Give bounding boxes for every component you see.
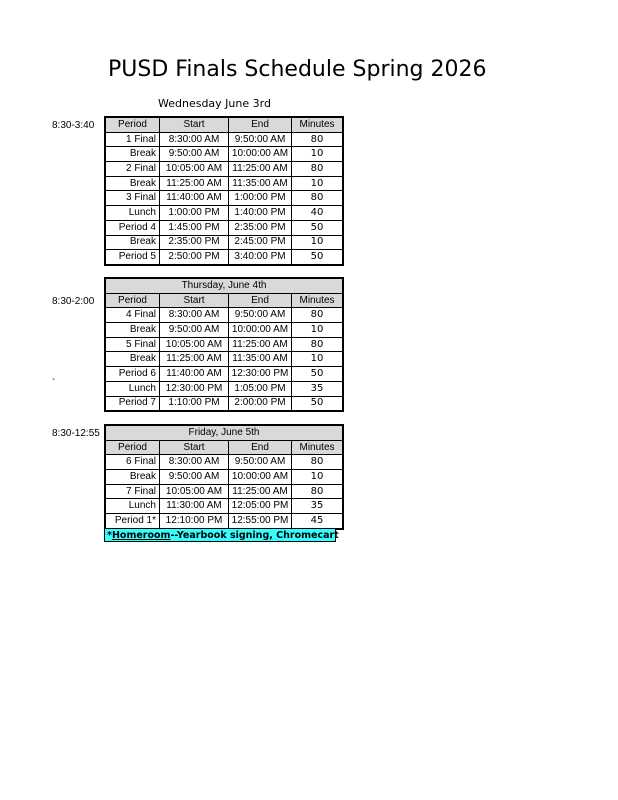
col-header-end: End (229, 440, 292, 455)
table-row (105, 162, 343, 177)
start-cell: 1:10:00 PM (160, 396, 229, 411)
minutes-cell: 50 (292, 367, 344, 382)
minutes-cell: 80 (292, 132, 344, 147)
minutes-cell: 35 (292, 381, 344, 396)
start-cell: 9:50:00 AM (160, 147, 229, 162)
col-header-minutes: Minutes (292, 440, 344, 455)
start-cell: 12:30:00 PM (160, 381, 229, 396)
col-header-minutes: Minutes (292, 293, 344, 308)
minutes-cell: 50 (292, 396, 344, 411)
start-cell: 11:40:00 AM (160, 367, 229, 382)
table-row (105, 352, 343, 367)
end-cell: 11:25:00 AM (229, 162, 292, 177)
start-cell: 2:35:00 PM (160, 235, 229, 250)
end-cell: 2:00:00 PM (229, 396, 292, 411)
friday-schedule-table (104, 424, 344, 530)
table-row (105, 470, 343, 485)
table-row (105, 206, 343, 221)
start-cell: 8:30:00 AM (160, 308, 229, 323)
start-cell: 10:05:00 AM (160, 162, 229, 177)
day-title-row (105, 425, 343, 440)
start-cell: 11:25:00 AM (160, 176, 229, 191)
start-cell: 10:05:00 AM (160, 484, 229, 499)
table-row (105, 323, 343, 338)
table-row (105, 484, 343, 499)
start-cell: 9:50:00 AM (160, 470, 229, 485)
table-row (105, 308, 343, 323)
minutes-cell: 80 (292, 484, 344, 499)
start-cell: 1:45:00 PM (160, 220, 229, 235)
minutes-cell: 80 (292, 455, 344, 470)
friday-heading: Friday, June 5th (105, 425, 343, 440)
table-row (105, 132, 343, 147)
wednesday-schedule-table (104, 116, 344, 266)
thursday-heading: Thursday, June 4th (105, 278, 343, 293)
col-header-start: Start (160, 440, 229, 455)
period-cell: Break (105, 235, 160, 250)
end-cell: 10:00:00 AM (229, 323, 292, 338)
start-cell: 10:05:00 AM (160, 337, 229, 352)
note-prefix: * (107, 530, 112, 541)
end-cell: 2:45:00 PM (229, 235, 292, 250)
minutes-cell: 45 (292, 514, 344, 529)
period-cell: 4 Final (105, 308, 160, 323)
end-cell: 9:50:00 AM (229, 455, 292, 470)
minutes-cell: 35 (292, 499, 344, 514)
start-cell: 11:40:00 AM (160, 191, 229, 206)
table-header-row (105, 440, 343, 455)
col-header-start: Start (160, 293, 229, 308)
stray-mark: ` (52, 378, 56, 389)
wednesday-time-range: 8:30-3:40 (52, 120, 95, 131)
table-row (105, 337, 343, 352)
end-cell: 3:40:00 PM (229, 250, 292, 265)
minutes-cell: 50 (292, 220, 344, 235)
start-cell: 8:30:00 AM (160, 455, 229, 470)
end-cell: 1:00:00 PM (229, 191, 292, 206)
start-cell: 8:30:00 AM (160, 132, 229, 147)
col-header-period: Period (105, 117, 160, 132)
start-cell: 9:50:00 AM (160, 323, 229, 338)
col-header-period: Period (105, 293, 160, 308)
start-cell: 1:00:00 PM (160, 206, 229, 221)
period-cell: 6 Final (105, 455, 160, 470)
period-cell: Break (105, 352, 160, 367)
table-row (105, 381, 343, 396)
col-header-end: End (229, 117, 292, 132)
table-row (105, 235, 343, 250)
friday-time-range: 8:30-12:55 (52, 428, 100, 439)
period-cell: Break (105, 470, 160, 485)
end-cell: 11:35:00 AM (229, 352, 292, 367)
minutes-cell: 80 (292, 191, 344, 206)
period-cell: 2 Final (105, 162, 160, 177)
minutes-cell: 10 (292, 147, 344, 162)
thursday-schedule-table (104, 277, 344, 412)
end-cell: 11:35:00 AM (229, 176, 292, 191)
end-cell: 12:05:00 PM (229, 499, 292, 514)
period-cell: Break (105, 323, 160, 338)
minutes-cell: 10 (292, 352, 344, 367)
col-header-start: Start (160, 117, 229, 132)
table-row (105, 147, 343, 162)
start-cell: 12:10:00 PM (160, 514, 229, 529)
table-row (105, 367, 343, 382)
note-homeroom: Homeroom (111, 530, 171, 541)
period-cell: Period 6 (105, 367, 160, 382)
wednesday-heading: Wednesday June 3rd (158, 97, 271, 110)
minutes-cell: 80 (292, 308, 344, 323)
col-header-end: End (229, 293, 292, 308)
start-cell: 11:25:00 AM (160, 352, 229, 367)
minutes-cell: 40 (292, 206, 344, 221)
end-cell: 10:00:00 AM (229, 470, 292, 485)
period-cell: Period 5 (105, 250, 160, 265)
period-cell: Period 7 (105, 396, 160, 411)
table-row (105, 514, 343, 529)
end-cell: 1:05:00 PM (229, 381, 292, 396)
end-cell: 11:25:00 AM (229, 337, 292, 352)
minutes-cell: 10 (292, 235, 344, 250)
period-cell: Lunch (105, 499, 160, 514)
minutes-cell: 10 (292, 176, 344, 191)
table-row (105, 250, 343, 265)
table-header-row (105, 293, 343, 308)
end-cell: 10:00:00 AM (229, 147, 292, 162)
period-cell: Break (105, 147, 160, 162)
minutes-cell: 50 (292, 250, 344, 265)
period-cell: Period 1* (105, 514, 160, 529)
table-row (105, 191, 343, 206)
table-row (105, 220, 343, 235)
table-row (105, 176, 343, 191)
col-header-period: Period (105, 440, 160, 455)
period-cell: Period 4 (105, 220, 160, 235)
table-row (105, 455, 343, 470)
col-header-minutes: Minutes (292, 117, 344, 132)
end-cell: 12:30:00 PM (229, 367, 292, 382)
minutes-cell: 10 (292, 470, 344, 485)
page-title: PUSD Finals Schedule Spring 2026 (108, 57, 487, 82)
minutes-cell: 80 (292, 337, 344, 352)
thursday-time-range: 8:30-2:00 (52, 296, 95, 307)
period-cell: 5 Final (105, 337, 160, 352)
note-text: --Yearbook signing, Chromecart (170, 530, 339, 541)
end-cell: 9:50:00 AM (229, 308, 292, 323)
day-title-row (105, 278, 343, 293)
end-cell: 12:55:00 PM (229, 514, 292, 529)
period-cell: 7 Final (105, 484, 160, 499)
minutes-cell: 10 (292, 323, 344, 338)
period-cell: 1 Final (105, 132, 160, 147)
table-row (105, 396, 343, 411)
homeroom-note (104, 528, 339, 542)
table-header-row (105, 117, 343, 132)
start-cell: 11:30:00 AM (160, 499, 229, 514)
end-cell: 9:50:00 AM (229, 132, 292, 147)
period-cell: Break (105, 176, 160, 191)
period-cell: Lunch (105, 381, 160, 396)
end-cell: 11:25:00 AM (229, 484, 292, 499)
period-cell: 3 Final (105, 191, 160, 206)
minutes-cell: 80 (292, 162, 344, 177)
table-row (105, 499, 343, 514)
start-cell: 2:50:00 PM (160, 250, 229, 265)
end-cell: 1:40:00 PM (229, 206, 292, 221)
period-cell: Lunch (105, 206, 160, 221)
end-cell: 2:35:00 PM (229, 220, 292, 235)
